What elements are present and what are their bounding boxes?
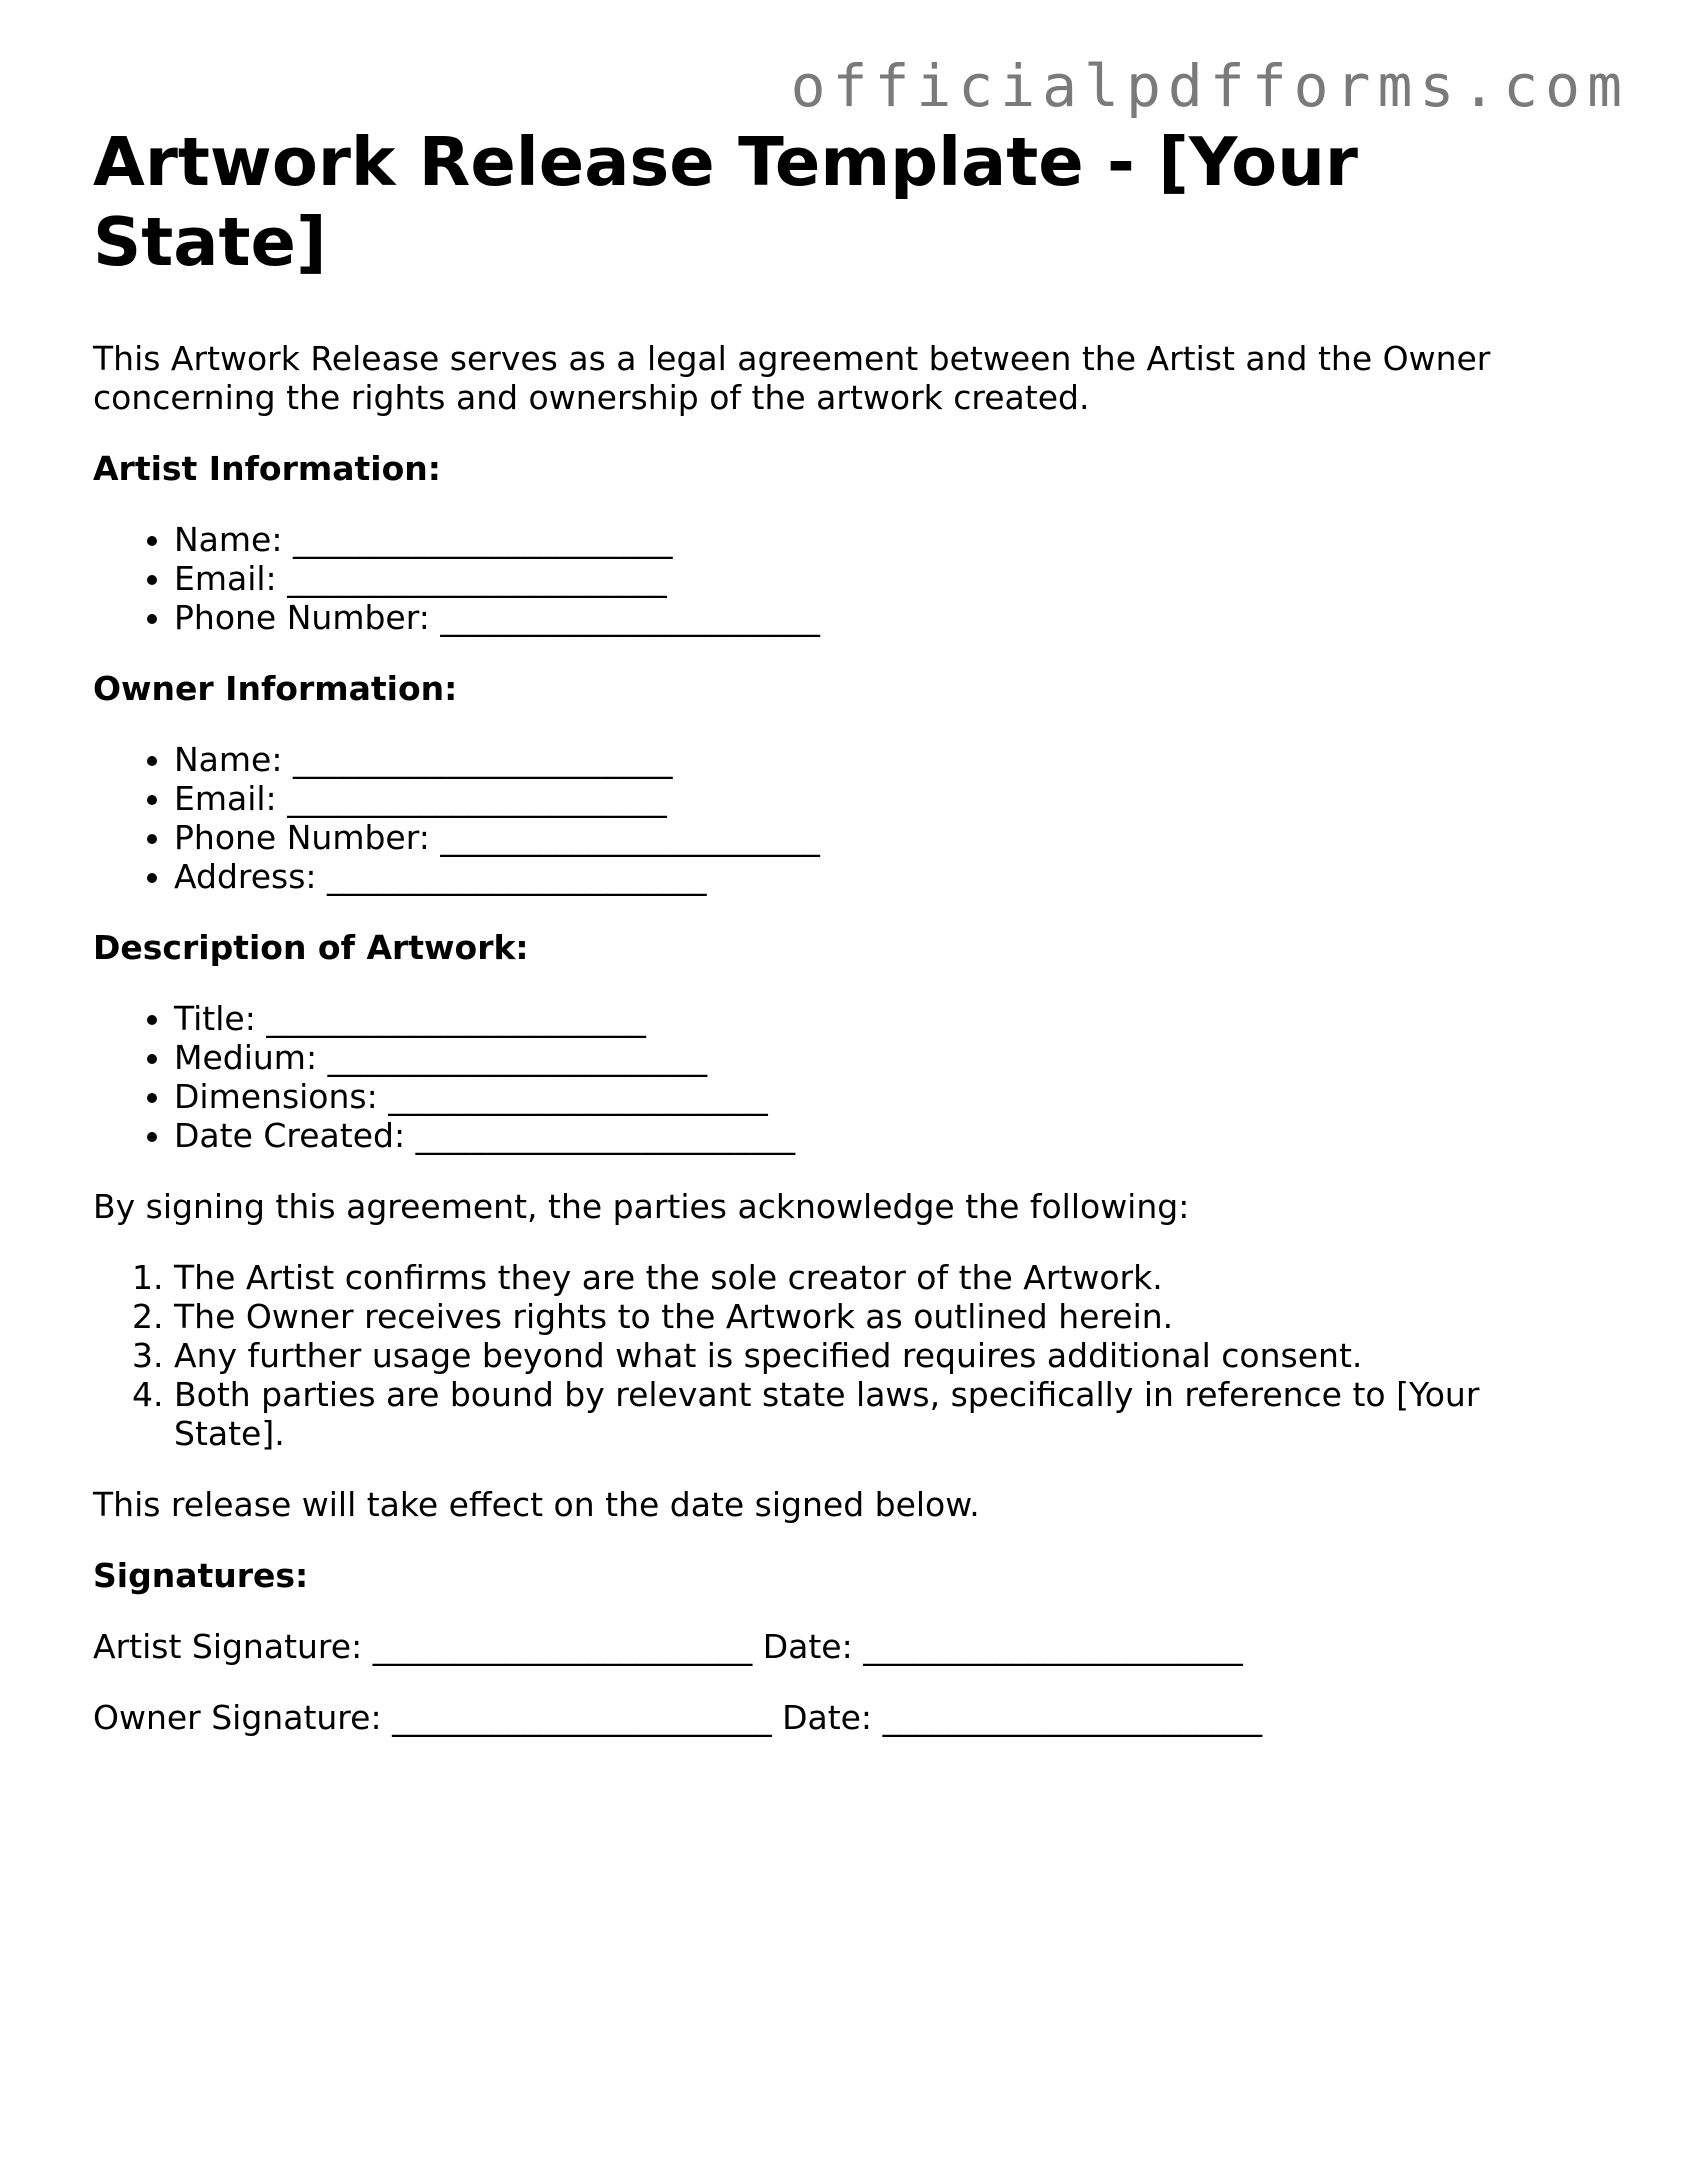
owner-signature-label: Owner Signature: xyxy=(93,1698,382,1737)
artwork-dimensions-blank[interactable]: _______________________ xyxy=(388,1077,768,1116)
acknowledgement-list xyxy=(93,1258,1593,1453)
artist-name-item xyxy=(174,520,1593,559)
owner-address-blank[interactable]: _______________________ xyxy=(327,857,707,896)
owner-date-blank[interactable]: _______________________ xyxy=(882,1698,1263,1737)
owner-phone-item xyxy=(174,818,1593,857)
artwork-description-heading: Description of Artwork: xyxy=(93,928,529,967)
artist-date-blank[interactable]: _______________________ xyxy=(863,1627,1243,1666)
signatures-heading: Signatures: xyxy=(93,1556,309,1595)
artist-date-label: Date: xyxy=(762,1627,853,1666)
artist-signature-line xyxy=(93,1627,1593,1666)
owner-email-item xyxy=(174,779,1593,818)
field-label: Title: xyxy=(174,999,256,1038)
artist-info-list xyxy=(93,520,1593,637)
watermark: officialpdfforms.com xyxy=(790,52,1629,120)
field-label: Email: xyxy=(174,779,277,818)
intro-paragraph: This Artwork Release serves as a legal agreement between the Artist and the Owner concerning the rights and ownership of the artwork created. xyxy=(93,339,1491,417)
field-label: Phone Number: xyxy=(174,818,430,857)
owner-email-blank[interactable]: _______________________ xyxy=(287,779,667,818)
field-label: Date Created: xyxy=(174,1116,406,1155)
artist-email-blank[interactable]: _______________________ xyxy=(287,559,667,598)
owner-phone-blank[interactable]: _______________________ xyxy=(440,818,820,857)
artist-info-heading: Artist Information: xyxy=(93,449,441,488)
artist-phone-blank[interactable]: _______________________ xyxy=(440,598,820,637)
page-title: Artwork Release Template - [Your State] xyxy=(93,123,1358,281)
acknowledgement-item: 1. The Artist confirms they are the sole creator of the Artwork. xyxy=(174,1258,1593,1297)
field-label: Name: xyxy=(174,740,283,779)
artwork-date-item xyxy=(174,1116,1593,1155)
artist-name-blank[interactable]: _______________________ xyxy=(292,520,673,559)
artwork-title-blank[interactable]: _______________________ xyxy=(266,999,646,1038)
owner-name-item xyxy=(174,740,1593,779)
owner-signature-line xyxy=(93,1698,1593,1737)
artwork-dimensions-item xyxy=(174,1077,1593,1116)
artist-phone-item xyxy=(174,598,1593,637)
field-label: Name: xyxy=(174,520,283,559)
artwork-medium-blank[interactable]: _______________________ xyxy=(327,1038,708,1077)
owner-info-heading: Owner Information: xyxy=(93,669,458,708)
field-label: Email: xyxy=(174,559,277,598)
artwork-title-item xyxy=(174,999,1593,1038)
artist-email-item xyxy=(174,559,1593,598)
effect-statement: This release will take effect on the date signed below. xyxy=(93,1485,980,1524)
artwork-date-blank[interactable]: _______________________ xyxy=(415,1116,796,1155)
acknowledgement-item: 2. The Owner receives rights to the Artwork as outlined herein. xyxy=(174,1297,1593,1336)
owner-name-blank[interactable]: _______________________ xyxy=(292,740,673,779)
owner-signature-blank[interactable]: _______________________ xyxy=(392,1698,772,1737)
artist-signature-blank[interactable]: _______________________ xyxy=(372,1627,753,1666)
artwork-medium-item xyxy=(174,1038,1593,1077)
acknowledgement-item: 3. Any further usage beyond what is specified requires additional consent. xyxy=(174,1336,1593,1375)
acknowledgement-item: 4. Both parties are bound by relevant state laws, specifically in reference to [Your State]. xyxy=(174,1375,1593,1453)
acknowledge-intro: By signing this agreement, the parties acknowledge the following: xyxy=(93,1187,1190,1226)
field-label: Medium: xyxy=(174,1038,318,1077)
owner-date-label: Date: xyxy=(782,1698,873,1737)
field-label: Address: xyxy=(174,857,317,896)
field-label: Dimensions: xyxy=(174,1077,378,1116)
document-body xyxy=(93,122,1593,1737)
owner-info-list xyxy=(93,740,1593,896)
owner-address-item xyxy=(174,857,1593,896)
field-label: Phone Number: xyxy=(174,598,430,637)
artwork-description-list xyxy=(93,999,1593,1155)
artist-signature-label: Artist Signature: xyxy=(93,1627,363,1666)
